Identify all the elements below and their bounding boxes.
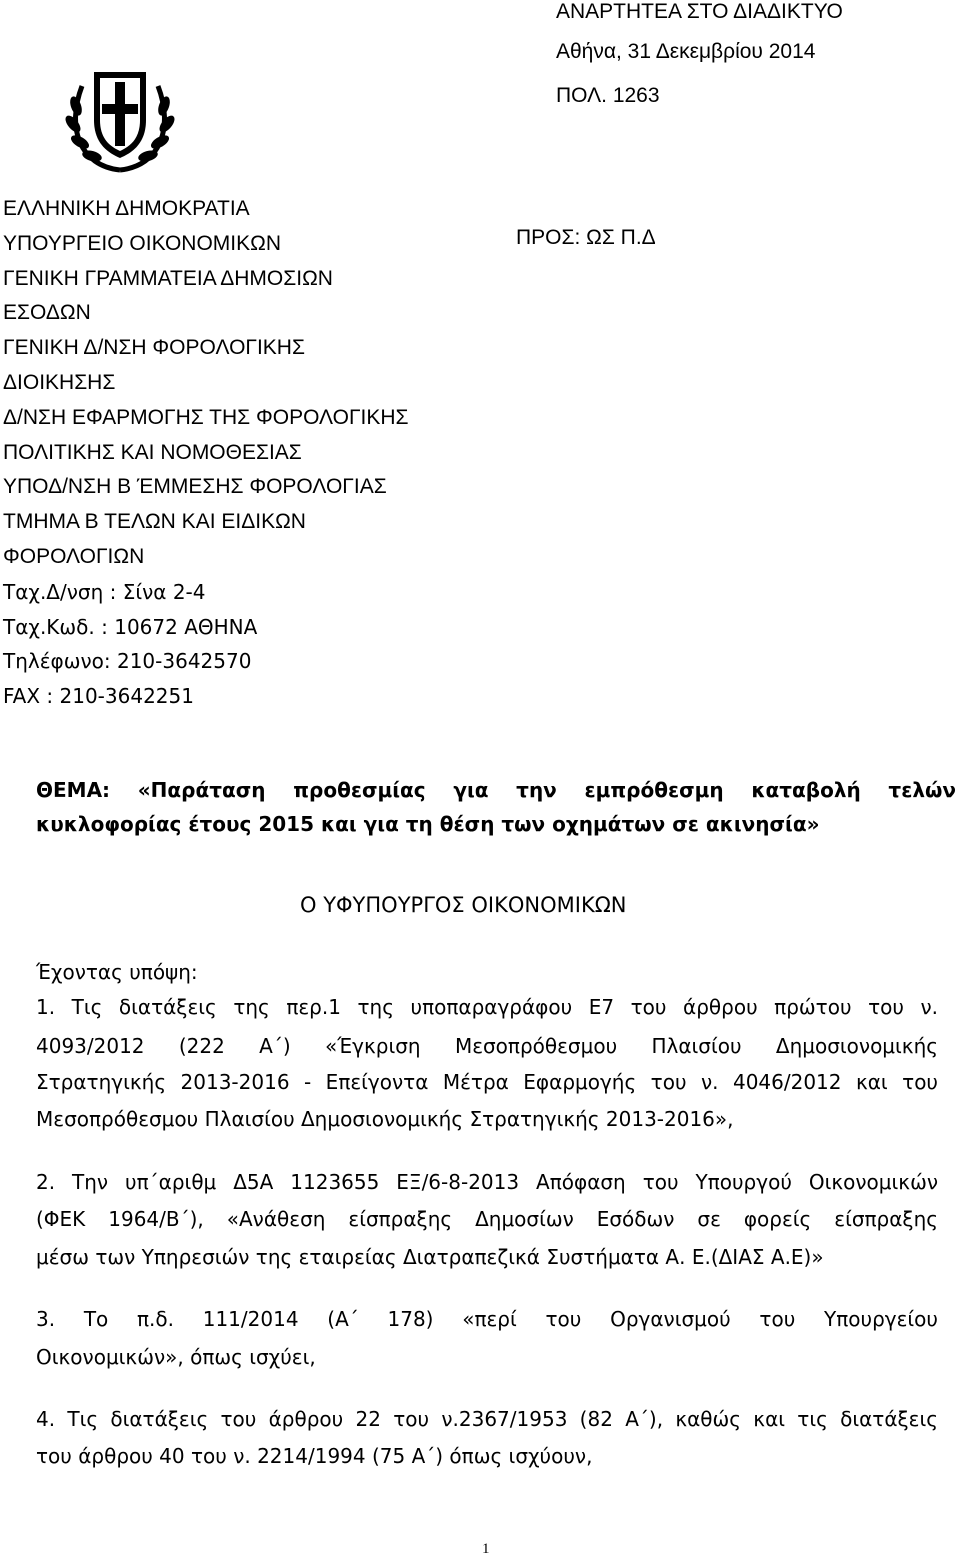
item-3-line: 3. Το π.δ. 111/2014 (Α΄ 178) «περί του Οργανισμού του Υπουργείου <box>36 1307 938 1331</box>
sender-line: ΥΠΟΥΡΓΕΙΟ ΟΙΚΟΝΟΜΙΚΩΝ <box>3 231 281 255</box>
item-3-line: Οικονομικών», όπως ισχύει, <box>36 1345 316 1369</box>
sender-line: ΕΣΟΔΩΝ <box>3 301 91 325</box>
sender-line: ΠΟΛΙΤΙΚΗΣ ΚΑΙ ΝΟΜΟΘΕΣΙΑΣ <box>3 440 302 464</box>
sender-block <box>3 192 543 714</box>
sender-line: ΕΛΛΗΝΙΚΗ ΔΗΜΟΚΡΑΤΙΑ <box>3 197 250 220</box>
sender-line: ΓΕΝΙΚΗ Δ/ΝΣΗ ΦΟΡΟΛΟΓΙΚΗΣ <box>3 336 305 360</box>
sender-address: Ταχ.Δ/νση : Σίνα 2-4 <box>3 579 206 604</box>
sender-line: ΦΟΡΟΛΟΓΙΩΝ <box>3 544 145 568</box>
item-2-line: μέσω των Υπηρεσιών της εταιρείας Διατραπεζικά Συστήματα Α. Ε.(ΔΙΑΣ Α.Ε)» <box>36 1245 824 1269</box>
item-4-line: 4. Τις διατάξεις του άρθρου 22 του ν.2367/1953 (82 Α΄), καθώς και τις διατάξεις <box>36 1407 938 1431</box>
page-number: 1 <box>482 1541 490 1557</box>
item-2-line: 2. Την υπ΄αριθμ Δ5Α 1123655 ΕΞ/6-8-2013 Απόφαση του Υπουργού Οικονομικών <box>36 1170 938 1194</box>
sender-line: Δ/ΝΣΗ ΕΦΑΡΜΟΓΗΣ ΤΗΣ ΦΟΡΟΛΟΓΙΚΗΣ <box>3 405 409 429</box>
recipient: ΠΡΟΣ: ΩΣ Π.Δ <box>516 226 656 249</box>
item-1-line: 1. Τις διατάξεις της περ.1 της υποπαραγράφου Ε7 του άρθρου πρώτου του ν. <box>36 995 938 1019</box>
greek-coat-of-arms-emblem <box>60 58 180 178</box>
sender-line: ΔΙΟΙΚΗΣΗΣ <box>3 370 116 394</box>
publish-note: ΑΝΑΡΤΗΤΕΑ ΣΤΟ ΔΙΑΔΙΚΤΥΟ <box>556 0 843 23</box>
item-1-line: Στρατηγικής 2013-2016 - Επείγοντα Μέτρα Εφαρμογής του ν. 4046/2012 και του <box>36 1070 938 1094</box>
item-1-line: Μεσοπρόθεσμου Πλαισίου Δημοσιονομικής Στρατηγικής 2013-2016», <box>36 1107 734 1131</box>
sender-fax: FAX : 210-3642251 <box>3 684 194 709</box>
issuer-title: Ο ΥΦΥΠΟΥΡΓΟΣ ΟΙΚΟΝΟΜΙΚΩΝ <box>300 893 627 917</box>
sender-line: ΥΠΟΔ/ΝΣΗ Β ΈΜΜΕΣΗΣ ΦΟΡΟΛΟΓΙΑΣ <box>3 475 387 499</box>
subject-line: κυκλοφορίας έτους 2015 και για τη θέση των οχημάτων σε ακινησία» <box>36 812 820 836</box>
sender-phone: Τηλέφωνο: 210-3642570 <box>3 649 252 674</box>
document-reference: ΠΟΛ. 1263 <box>556 84 660 107</box>
document-date: Αθήνα, 31 Δεκεμβρίου 2014 <box>556 40 816 63</box>
item-2-line: (ΦΕΚ 1964/Β΄), «Ανάθεση είσπραξης Δημοσίων Εσόδων σε φορείς είσπραξης <box>36 1207 938 1231</box>
subject-line: ΘΕΜΑ: «Παράταση προθεσμίας για την εμπρόθεσμη καταβολή τελών <box>36 778 956 802</box>
item-1-line: 4093/2012 (222 Α΄) «Έγκριση Μεσοπρόθεσμου Πλαισίου Δημοσιονομικής <box>36 1034 938 1058</box>
sender-line: ΓΕΝΙΚΗ ΓΡΑΜΜΑΤΕΙΑ ΔΗΜΟΣΙΩΝ <box>3 266 333 290</box>
item-4-line: του άρθρου 40 του ν. 2214/1994 (75 Α΄) όπως ισχύουν, <box>36 1444 593 1468</box>
sender-line: ΤΜΗΜΑ Β ΤΕΛΩΝ ΚΑΙ ΕΙΔΙΚΩΝ <box>3 510 306 534</box>
considering-heading: Έχοντας υπόψη: <box>36 960 198 984</box>
sender-postcode: Ταχ.Κωδ. : 10672 ΑΘΗΝΑ <box>3 614 258 639</box>
